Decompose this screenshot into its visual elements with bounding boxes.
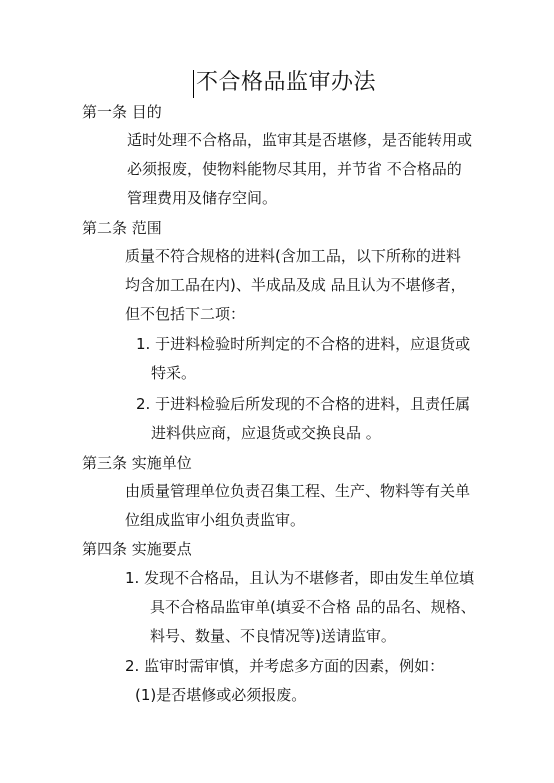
article-4-list-item: 1. 发现不合格品，且认为不堪修者，即由发生单位填: [125, 569, 475, 587]
article-4-list-item: 2. 监审时需审慎，并考虑多方面的因素，例如：: [125, 657, 445, 675]
article-3-text-line: 位组成监审小组负责监审。: [125, 511, 306, 529]
article-1-text-line: 适时处理不合格品，监审其是否堪修，是否能转用或: [127, 131, 473, 149]
article-1-text-line: 管理费用及储存空间。: [127, 189, 278, 207]
article-3-heading: 第三条 实施单位: [82, 454, 192, 472]
text-cursor: [193, 70, 194, 98]
article-2-heading: 第二条 范围: [82, 219, 162, 237]
article-4-sub-item: (1)是否堪修或必须报废。: [135, 686, 307, 704]
article-1-heading: 第一条 目的: [82, 103, 162, 121]
article-2-list-item: 1. 于进料检验时所判定的不合格的进料，应退货或: [136, 335, 471, 353]
article-4-list-item-cont: 料号、数量、不良情况等)送请监审。: [150, 627, 396, 645]
article-2-list-item-cont: 进料供应商，应退货或交换良品 。: [151, 424, 381, 442]
article-1-text-line: 必须报废，使物料能物尽其用，并节省 不合格品的: [127, 160, 462, 178]
article-2-list-item: 2. 于进料检验后所发现的不合格的进料，且责任属: [136, 395, 471, 413]
article-2-text-line: 质量不符合规格的进料(含加工品，以下所称的进料: [125, 247, 461, 265]
article-3-text-line: 由质量管理单位负责召集工程、生产、物料等有关单: [125, 482, 471, 500]
article-2-list-item-cont: 特采。: [151, 364, 197, 382]
article-2-text-line: 均含加工品在内)、半成品及成 品且认为不堪修者，: [125, 276, 466, 294]
article-4-list-item-cont: 具不合格品监审单(填妥不合格 品的品名、规格、: [150, 598, 476, 616]
article-2-text-line: 但不包括下二项：: [125, 305, 246, 323]
article-4-heading: 第四条 实施要点: [82, 540, 192, 558]
document-title: 不合格品监审办法: [196, 70, 377, 95]
